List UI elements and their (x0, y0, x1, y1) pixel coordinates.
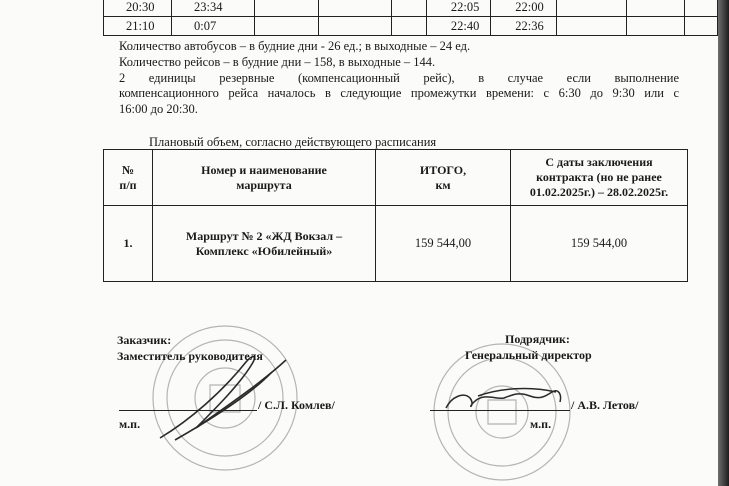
row-period: 159 544,00 (511, 206, 688, 282)
customer-signature-line (119, 410, 257, 411)
reserve-note-line: компенсационного рейса началось в следующие промежутки времени: с 6:30 до 9:30 или с (119, 86, 679, 100)
page-edge (718, 0, 729, 486)
customer-position: Заместитель руководителя (117, 349, 263, 363)
customer-stamp-label: м.п. (119, 417, 141, 431)
header-line: Номер и наименование (201, 162, 327, 177)
customer-label: Заказчик: (117, 333, 172, 347)
contractor-position: Генеральный директор (465, 348, 592, 362)
row-num: 1. (104, 206, 153, 282)
contractor-label: Подрядчик: (505, 332, 570, 346)
table-cell: 20:30 (104, 0, 172, 17)
table-cell: 21:10 (104, 17, 172, 36)
buses-note: Количество автобусов – в будние дни - 26 ед.; в выходные – 24 ед. (119, 39, 471, 53)
header-line: км (435, 177, 451, 192)
header-line: 01.02.2025г.) – 28.02.2025г. (529, 185, 669, 199)
contractor-stamp-label: м.п. (530, 417, 552, 431)
customer-signatory: / С.Л. Комлев/ (258, 398, 335, 412)
reserve-note-line: 2 единицы резервные (компенсационный рейс), в случае если выполнение (119, 71, 679, 85)
route-name-line: Маршрут № 2 «ЖД Вокзал – (185, 228, 343, 243)
table-cell: 22:05 (426, 0, 490, 17)
reserve-note-line: 16:00 до 20:30. (119, 102, 198, 116)
plan-caption: Плановый объем, согласно действующего расписания (149, 135, 437, 149)
header-line: маршрута (236, 177, 292, 192)
route-name-line: Комплекс «Юбилейный» (195, 243, 333, 258)
table-cell: 22:00 (491, 0, 557, 17)
header-line: контракта (но не ранее (536, 170, 662, 184)
contractor-signatory: / А.В. Летов/ (571, 398, 639, 412)
table-cell: 0:07 (171, 17, 254, 36)
header-line: С даты заключения (545, 155, 653, 169)
contractor-signature (446, 389, 561, 408)
header-line: п/п (119, 177, 137, 192)
contractor-signature-line (430, 410, 570, 411)
row-total: 159 544,00 (376, 206, 511, 282)
table-cell: 22:36 (491, 17, 557, 36)
trips-note: Количество рейсов – в будние дни – 158, в выходные – 144. (119, 55, 436, 69)
table-cell: 23:34 (171, 0, 254, 17)
header-line: ИТОГО, (419, 162, 467, 177)
table-cell: 22:40 (426, 17, 490, 36)
header-line: № (121, 162, 135, 177)
contractor-stamp (434, 344, 570, 480)
